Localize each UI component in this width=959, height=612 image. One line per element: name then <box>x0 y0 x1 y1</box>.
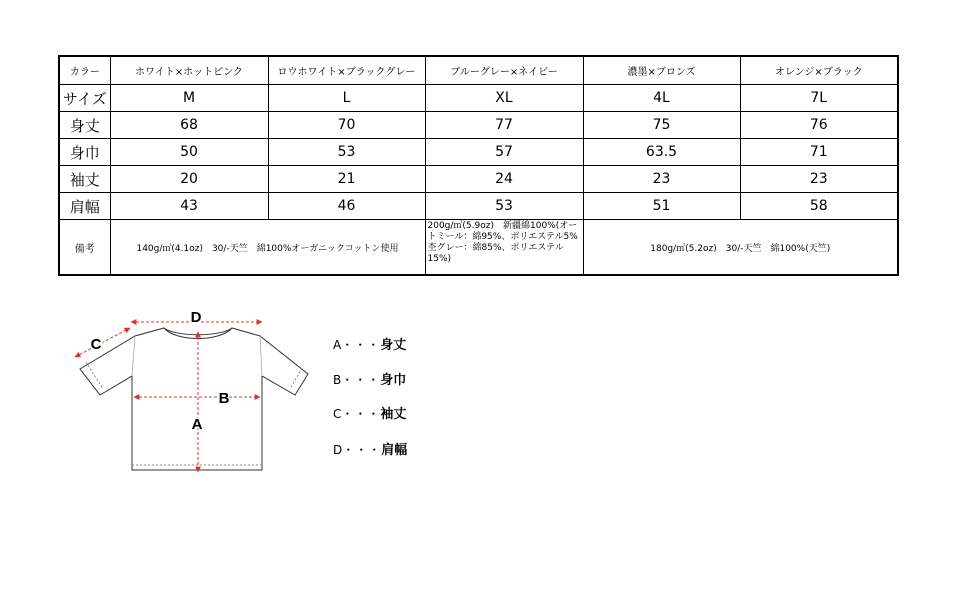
row-label: サイズ <box>59 85 110 112</box>
table-cell: 53 <box>268 139 425 166</box>
table-cell: 46 <box>268 193 425 220</box>
label-a: A <box>191 416 203 433</box>
table-cell: 75 <box>583 112 740 139</box>
shoulder-width-row <box>59 193 898 220</box>
table-cell: 58 <box>740 193 898 220</box>
remarks-note: 140g/㎡(4.1oz) 30/-天竺 綿100%オーガニックコットン使用 <box>110 220 425 276</box>
remarks-note: 180g/㎡(5.2oz) 30/-天竺 綿100%(天竺) <box>583 220 898 276</box>
table-cell: 76 <box>740 112 898 139</box>
table-cell: 43 <box>110 193 268 220</box>
legend-dots: ・・・ <box>341 338 381 352</box>
remarks-note: 200g/㎡(5.9oz) 新疆綿100%(オートミール：綿95%、ポリエステル5% 杢グレー：綿85%、ポリエステル15%) <box>425 220 583 276</box>
table-cell: 63.5 <box>583 139 740 166</box>
legend-letter: A <box>333 338 342 352</box>
table-cell: 24 <box>425 166 583 193</box>
table-cell: 7L <box>740 85 898 112</box>
table-cell: 23 <box>583 166 740 193</box>
color-header-row <box>59 56 898 85</box>
color-cell: オレンジ×ブラック <box>740 56 898 85</box>
row-label: 身丈 <box>59 112 110 139</box>
row-label: 肩幅 <box>59 193 110 220</box>
label-d: D <box>190 309 202 326</box>
label-c: C <box>90 336 102 353</box>
table-cell: L <box>268 85 425 112</box>
table-cell: 77 <box>425 112 583 139</box>
table-cell: 23 <box>740 166 898 193</box>
body-length-row <box>59 112 898 139</box>
legend-name: 身巾 <box>380 373 407 388</box>
legend-item <box>333 369 406 388</box>
table-cell: 71 <box>740 139 898 166</box>
body-width-row <box>59 139 898 166</box>
tshirt-measurement-diagram <box>60 300 320 480</box>
legend-name: 身丈 <box>380 338 407 353</box>
legend-dots: ・・・ <box>341 373 381 387</box>
sleeve-length-row <box>59 166 898 193</box>
legend-letter: C <box>333 407 342 421</box>
remarks-label: 備考 <box>59 220 110 276</box>
table-cell: 68 <box>110 112 268 139</box>
table-cell: 20 <box>110 166 268 193</box>
table-cell: M <box>110 85 268 112</box>
table-cell: 51 <box>583 193 740 220</box>
row-label: 袖丈 <box>59 166 110 193</box>
size-spec-table <box>58 55 899 276</box>
legend-item <box>333 403 406 422</box>
legend-item <box>333 439 407 458</box>
table-cell: XL <box>425 85 583 112</box>
legend-item <box>333 334 406 353</box>
table-cell: 57 <box>425 139 583 166</box>
row-label: 身巾 <box>59 139 110 166</box>
label-b: B <box>218 390 230 407</box>
table-cell: 70 <box>268 112 425 139</box>
color-cell: ブルーグレー×ネイビー <box>425 56 583 85</box>
color-cell: ロウホワイト×ブラックグレー <box>268 56 425 85</box>
legend-name: 袖丈 <box>380 407 407 422</box>
legend-letter: B <box>333 373 342 387</box>
table-cell: 21 <box>268 166 425 193</box>
legend-letter: D <box>333 443 343 457</box>
table-cell: 53 <box>425 193 583 220</box>
table-cell: 4L <box>583 85 740 112</box>
tshirt-outline <box>80 328 308 470</box>
color-cell: 濃墨×ブロンズ <box>583 56 740 85</box>
legend-dots: ・・・ <box>342 443 382 457</box>
remarks-row <box>59 220 898 276</box>
legend-dots: ・・・ <box>341 407 381 421</box>
color-cell: ホワイト×ホットピンク <box>110 56 268 85</box>
color-header-label: カラー <box>59 56 110 85</box>
size-row <box>59 85 898 112</box>
legend-name: 肩幅 <box>381 443 408 458</box>
table-cell: 50 <box>110 139 268 166</box>
